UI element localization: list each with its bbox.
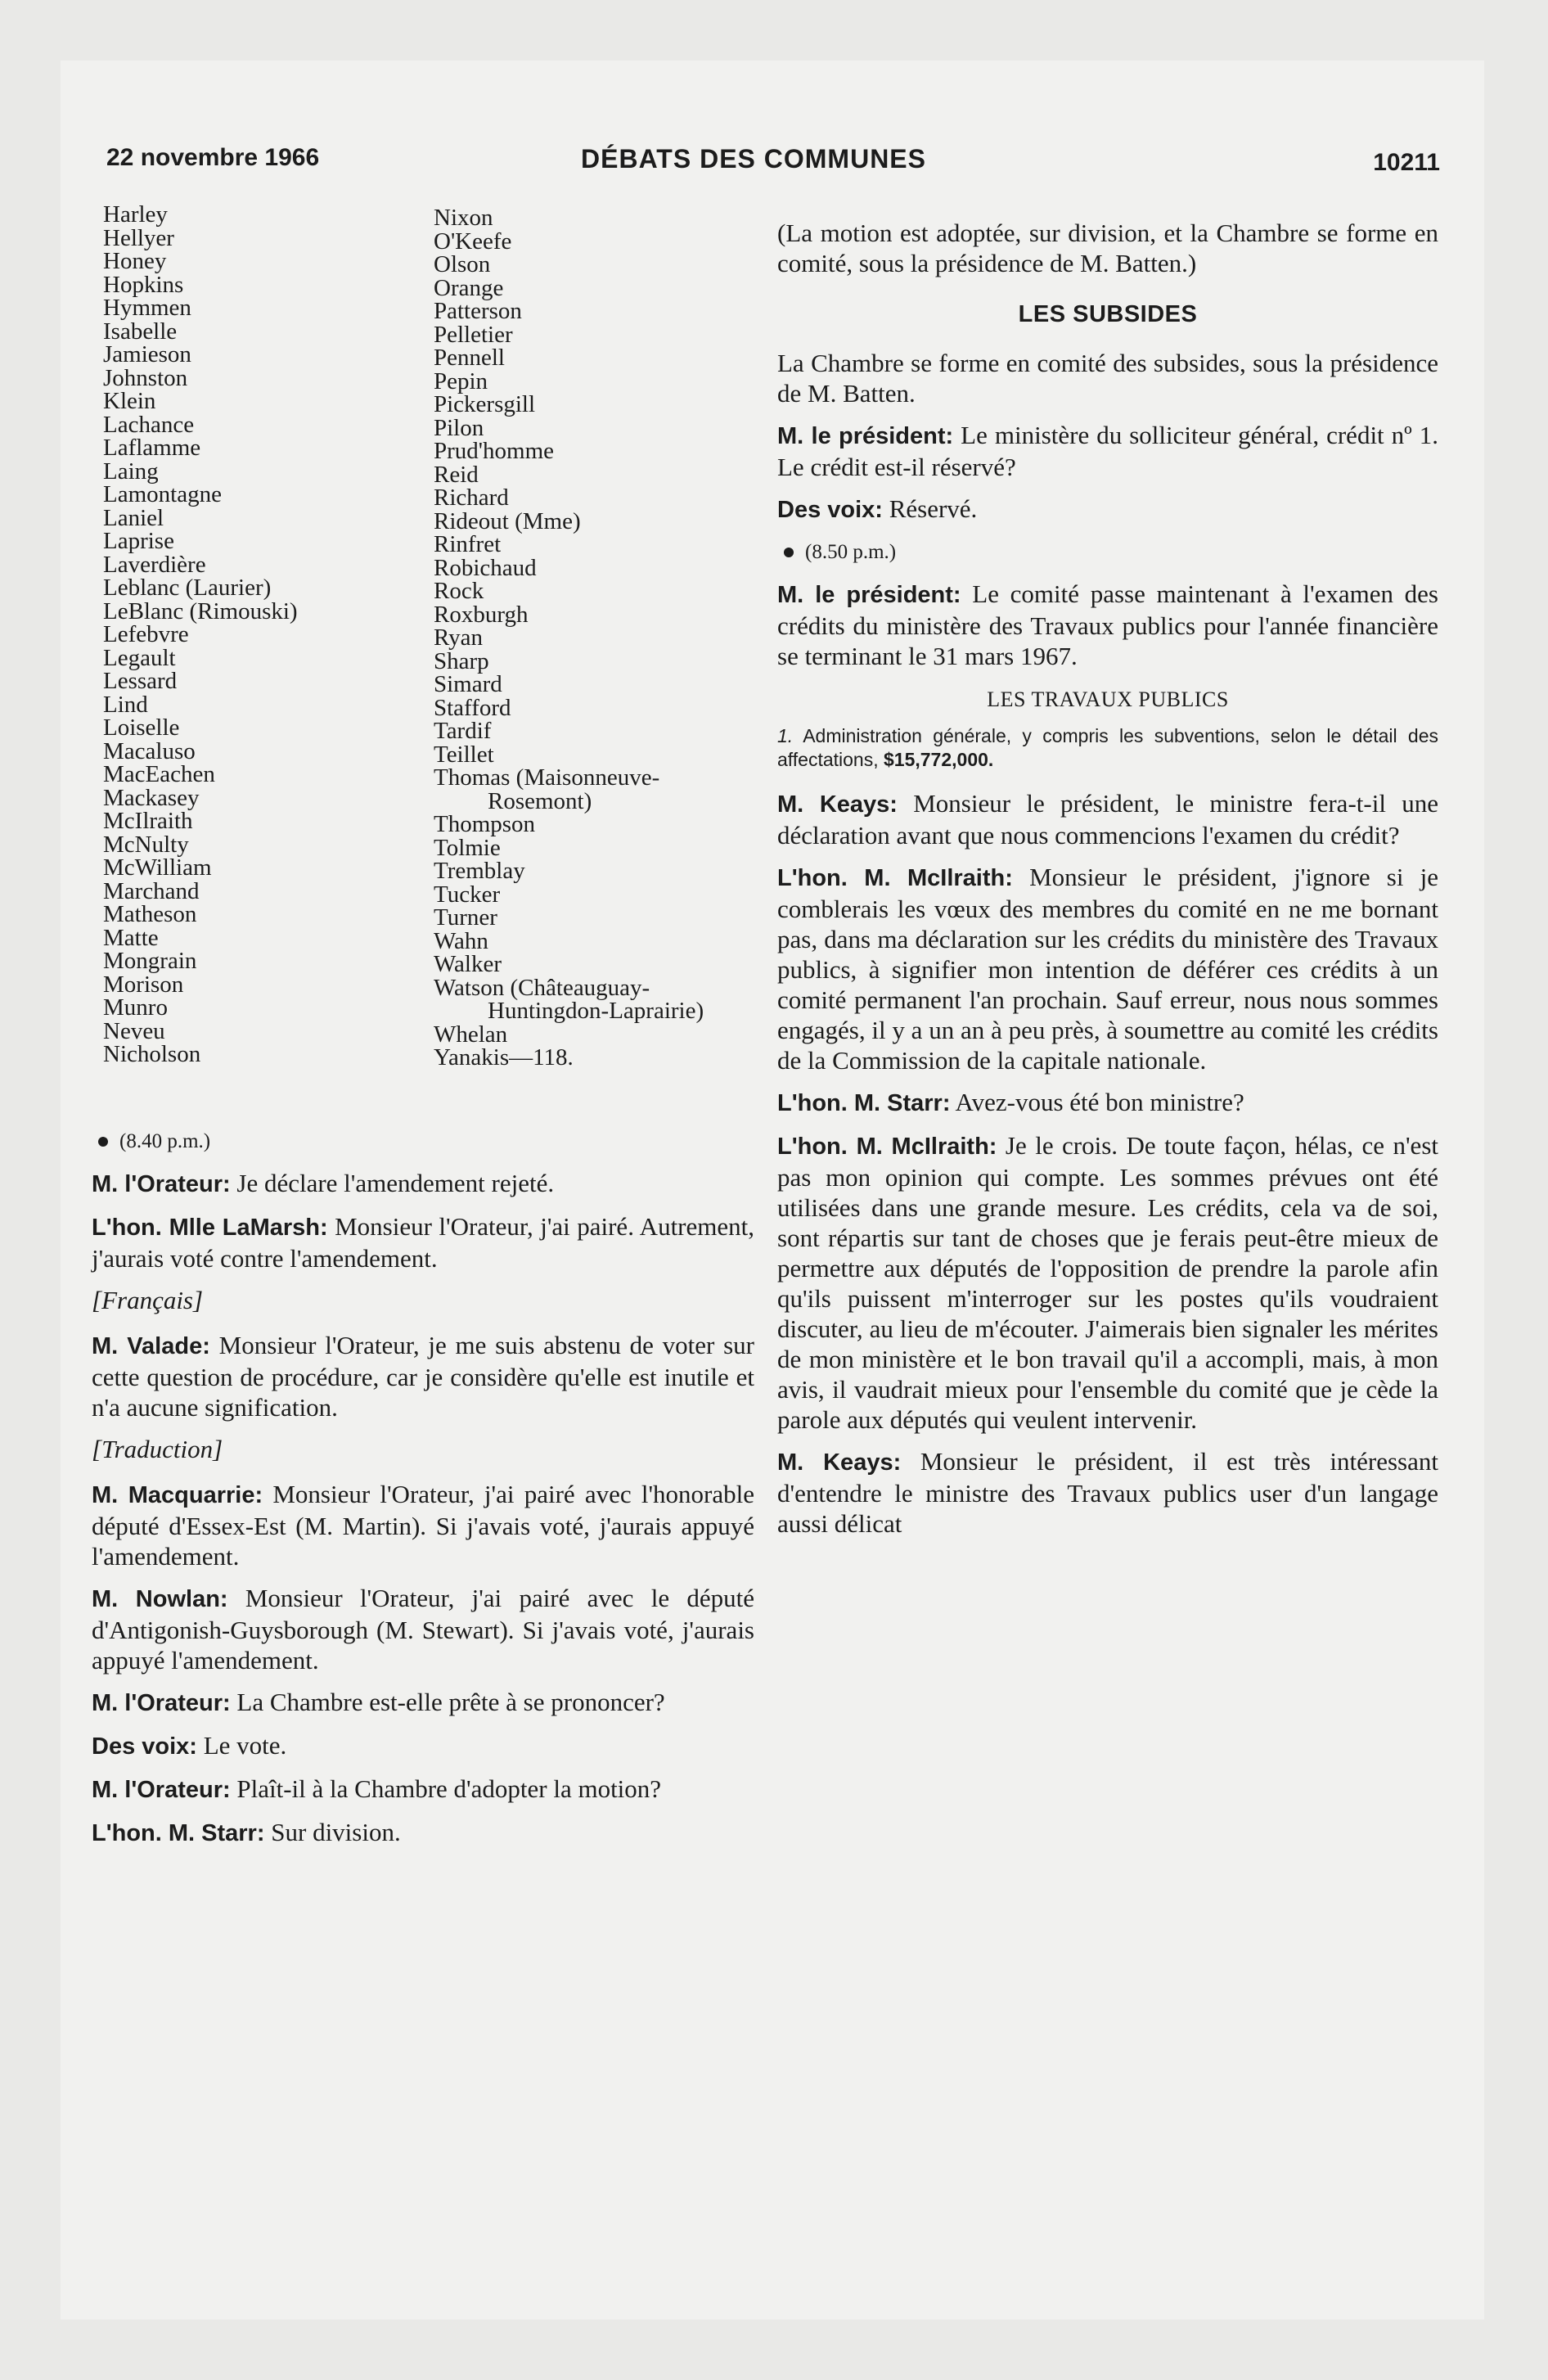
member-name: Neveu [103, 1017, 165, 1044]
paragraph: M. l'Orateur: Je déclare l'amendement rejeté. [92, 1169, 555, 1197]
member-name: Macaluso [103, 737, 196, 764]
member-name: LeBlanc (Rimouski) [103, 597, 298, 624]
speaker-name: L'hon. M. Starr: [777, 1090, 951, 1116]
speaker-name: M. l'Orateur: [92, 1777, 231, 1803]
member-name: Robichaud [434, 554, 537, 581]
speaker-name: M. Keays: [777, 791, 898, 818]
member-name: Klein [103, 388, 156, 414]
member-name: Turner [434, 904, 497, 931]
language-marker: [Français] [92, 1286, 204, 1314]
member-name: Munro [103, 994, 168, 1021]
member-name: MacEachen [103, 761, 215, 787]
member-name: Pickersgill [434, 391, 536, 417]
member-name: Orange [434, 274, 504, 301]
speaker-name: L'hon. M. McIlraith: [777, 865, 1013, 891]
paragraph: Des voix: Réservé. [777, 494, 978, 523]
member-name: Leblanc (Laurier) [103, 575, 272, 601]
member-name: Rinfret [434, 531, 502, 557]
member-name: Nixon [434, 205, 493, 231]
member-name: Johnston [103, 364, 188, 391]
member-name: Whelan [434, 1021, 508, 1048]
paragraph: L'hon. M. Starr: Avez-vous été bon ministre? [777, 1088, 1244, 1116]
paragraph: La Chambre se forme en comité des subsides, sous la présidence de M. Batten. [777, 349, 1438, 408]
member-name: Wahn [434, 927, 488, 954]
paragraph: M. Macquarrie: Monsieur l'Orateur, j'ai pairé avec l'honorable député d'Essex-Est (M. Martin). Si j'avais voté, j'aurais appuyé l'amendement. [92, 1480, 754, 1571]
right-column-text [777, 218, 1438, 1550]
section-heading: LES SUBSIDES [1018, 301, 1198, 327]
member-name: Pepin [434, 367, 488, 394]
paragraph: M. l'Orateur: La Chambre est-elle prête à se prononcer? [92, 1688, 665, 1716]
speaker-name: Des voix: [92, 1733, 197, 1760]
member-name: Walker [434, 951, 502, 977]
member-name: Olson [434, 251, 491, 277]
sub-heading: LES TRAVAUX PUBLICS [987, 687, 1229, 711]
member-name: Mackasey [103, 784, 200, 811]
bullet-icon [98, 1137, 108, 1147]
speaker-name: Des voix: [777, 497, 883, 523]
member-name: Matheson [103, 901, 197, 927]
speaker-name: M. le président: [777, 423, 954, 449]
member-name: Richard [434, 485, 509, 511]
member-name: Tucker [434, 881, 501, 908]
member-name: Pennell [434, 345, 505, 371]
member-name: Ryan [434, 624, 484, 651]
member-name: Morison [103, 971, 184, 998]
vote-amount: $15,772,000. [884, 749, 994, 770]
member-name: Rock [434, 578, 484, 604]
member-name: Thomas (Maisonneuve- [434, 764, 660, 791]
member-name: Laing [103, 458, 159, 485]
paragraph: M. Keays: Monsieur le président, il est très intéressant d'entendre le ministre des Travaux publics user d'un langage aussi délicat [777, 1447, 1438, 1538]
member-name: Watson (Châteauguay- [434, 974, 650, 1001]
paragraph: M. Keays: Monsieur le président, le ministre fera-t-il une déclaration avant que nous commencions l'examen du crédit? [777, 789, 1438, 850]
member-name: Tolmie [434, 834, 501, 861]
member-name: Simard [434, 671, 502, 697]
member-name: Hopkins [103, 271, 184, 298]
speaker-name: L'hon. M. Starr: [92, 1820, 265, 1846]
header-date: 22 novembre 1966 [106, 144, 320, 171]
member-name: Harley [103, 201, 168, 228]
member-name: Marchand [103, 877, 200, 904]
member-name: Patterson [434, 298, 522, 324]
member-name: Honey [103, 248, 167, 274]
vote-names-column-2 [434, 206, 794, 1070]
member-name: Jamieson [103, 341, 191, 367]
member-name: Sharp [434, 647, 489, 674]
speaker-name: M. l'Orateur: [92, 1690, 231, 1716]
member-name: Yanakis—118. [434, 1044, 574, 1071]
member-name: Rosemont) [488, 787, 592, 814]
member-name: Pelletier [434, 321, 513, 348]
speaker-name: L'hon. M. McIlraith: [777, 1134, 997, 1160]
paragraph: L'hon. M. McIlraith: Je le crois. De toute façon, hélas, ce n'est pas mon opinion qui compte. Les sommes prévues ont été utilisées dans une grande mesure. Les crédits, cela va de soi, sont répartis sur tant de choses que je ferais peut-être mieux de permettre aux députés de l'opposition de prendre la parole afin qu'ils puissent m'interroger sur les postes qu'ils voudraient discuter, au lieu de m'écouter. J'aimerais bien signaler les mérites de mon ministère et le bon travail qu'il a accompli, mais, à mon avis, il vaudrait mieux pour l'ensemble du comité que je cède la parole aux députés qui veulent intervenir. [777, 1131, 1438, 1434]
member-name: Hellyer [103, 224, 174, 251]
member-name: Lind [103, 691, 148, 718]
member-name: Pilon [434, 414, 484, 441]
left-column-text [92, 1126, 754, 1860]
member-name: Lefebvre [103, 621, 189, 647]
bullet-icon [784, 548, 794, 557]
member-name: McIlraith [103, 808, 193, 834]
paragraph: L'hon. M. Starr: Sur division. [92, 1818, 401, 1846]
speaker-name: L'hon. Mlle LaMarsh: [92, 1215, 328, 1241]
paragraph: M. Valade: Monsieur l'Orateur, je me suis abstenu de voter sur cette question de procédure, car je considère qu'elle est inutile et n'a aucune signification. [92, 1331, 755, 1422]
member-name: Mongrain [103, 948, 197, 974]
member-name: Prud'homme [434, 438, 554, 464]
member-name: Stafford [434, 694, 511, 721]
paragraph: M. Nowlan: Monsieur l'Orateur, j'ai pairé avec le député d'Antigonish-Guysborough (M. Stewart). Si j'avais voté, j'aurais appuyé l'amendement. [92, 1584, 754, 1675]
member-name: Reid [434, 461, 479, 488]
member-name: Nicholson [103, 1041, 201, 1067]
member-name: O'Keefe [434, 228, 512, 255]
member-name: Lessard [103, 668, 178, 694]
speaker-name: M. Nowlan: [92, 1586, 228, 1612]
time-marker: (8.40 p.m.) [92, 1126, 754, 1156]
paragraph: Des voix: Le vote. [92, 1731, 287, 1760]
speaker-name: M. l'Orateur: [92, 1171, 231, 1197]
header-publication: DÉBATS DES COMMUNES [581, 144, 926, 174]
paragraph: M. le président: Le comité passe maintenant à l'examen des crédits du ministère des Travaux publics pour l'année financière se terminant le 31 mars 1967. [777, 579, 1438, 670]
member-name: Laflamme [103, 435, 201, 461]
speaker-name: M. Valade: [92, 1333, 210, 1359]
time-marker: (8.50 p.m.) [777, 537, 1438, 567]
paragraph: L'hon. Mlle LaMarsh: Monsieur l'Orateur, j'ai pairé. Autrement, j'aurais voté contre l'amendement. [92, 1212, 754, 1273]
member-name: Huntingdon-Laprairie) [488, 998, 704, 1024]
member-name: McNulty [103, 831, 189, 858]
vote-names-column-1 [103, 203, 365, 1066]
member-name: Teillet [434, 741, 494, 768]
vote-item: 1. Administration générale, y compris les subventions, selon le détail des affectations, $15,772,000. [777, 725, 1438, 770]
paragraph: M. l'Orateur: Plaît-il à la Chambre d'adopter la motion? [92, 1774, 662, 1803]
member-name: Legault [103, 644, 176, 671]
language-marker: [Traduction] [92, 1435, 223, 1463]
speaker-name: M. Macquarrie: [92, 1482, 263, 1508]
paragraph: (La motion est adoptée, sur division, et la Chambre se forme en comité, sous la présidence de M. Batten.) [777, 219, 1438, 277]
running-head [106, 144, 1440, 177]
speaker-name: M. Keays: [777, 1449, 902, 1476]
member-name: Loiselle [103, 714, 180, 741]
paragraph: L'hon. M. McIlraith: Monsieur le président, j'ignore si je comblerais les vœux des membres du comité en ne me bornant pas, dans ma déclaration sur les crédits du ministère des Travaux publics, à signifier mon intention de déférer ces crédits à un comité permanent l'an prochain. Sauf erreur, nous nous sommes engagés, il y a un an à peu près, à soumettre au comité les crédits de la Commission de la capitale nationale. [777, 863, 1438, 1075]
member-name: Isabelle [103, 318, 178, 345]
speaker-name: M. le président: [777, 582, 961, 608]
member-name: Lamontagne [103, 481, 222, 507]
header-page-number: 10211 [1373, 149, 1440, 176]
member-name: Lachance [103, 411, 195, 438]
member-name: Tremblay [434, 858, 525, 884]
member-name: Laverdière [103, 551, 206, 578]
member-name: Laprise [103, 528, 174, 554]
member-name: Tardif [434, 718, 492, 744]
member-name: Matte [103, 924, 159, 951]
member-name: Laniel [103, 504, 164, 531]
member-name: Rideout (Mme) [434, 507, 581, 534]
member-name: Thompson [434, 811, 536, 837]
member-name: McWilliam [103, 854, 212, 881]
paragraph: M. le président: Le ministère du solliciteur général, crédit nº 1. Le crédit est-il réservé? [777, 421, 1439, 481]
member-name: Roxburgh [434, 601, 529, 628]
member-name: Hymmen [103, 295, 191, 321]
